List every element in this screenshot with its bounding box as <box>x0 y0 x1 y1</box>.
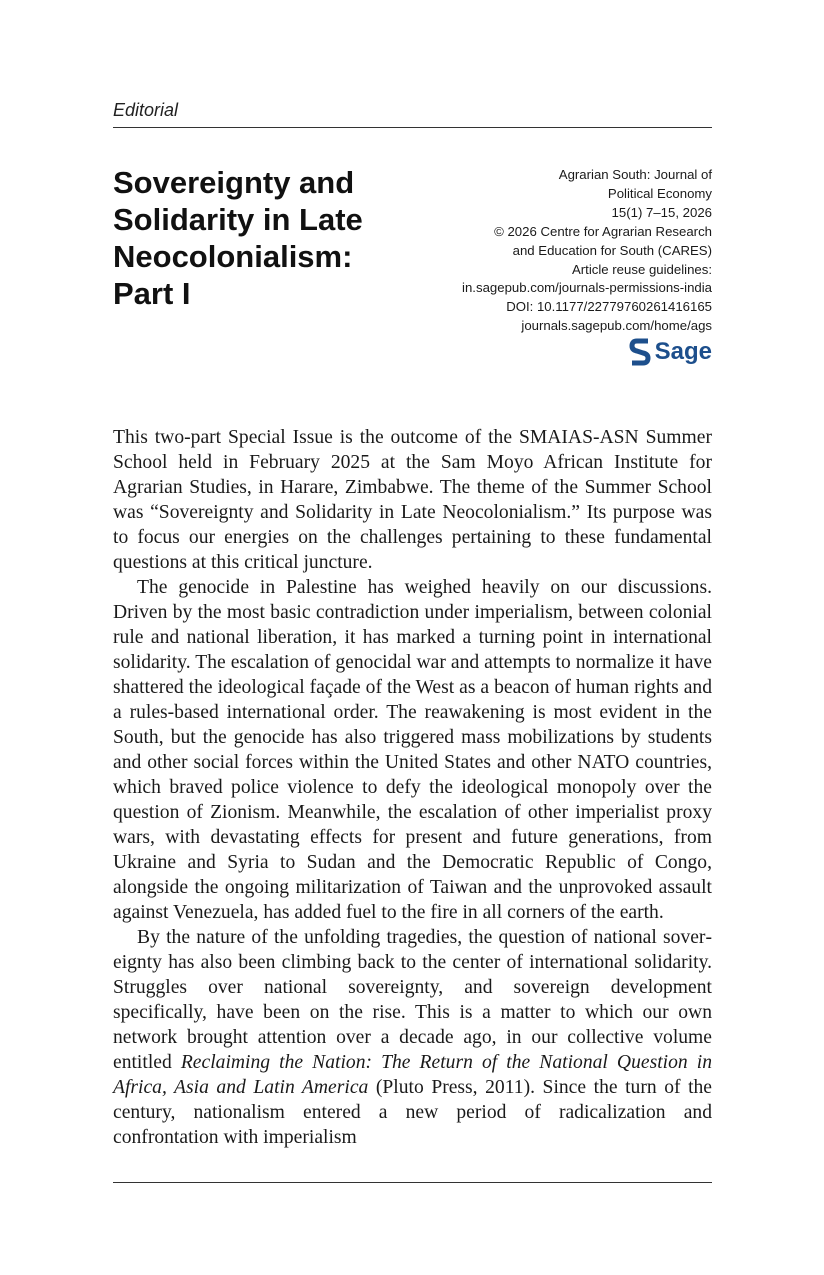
sage-logo <box>629 336 712 368</box>
article-title <box>113 164 433 312</box>
paragraph: The genocide in Palestine has weighed heavily on our discussions. Driven by the most basic contradiction under imperialism, between colonial rule and national liberation, it has marked a turning point in international solidarity. The escalation of genocidal war and attempts to normalize it have shattered the ideological façade of the West as a beacon of human rights and a rules-based international order. The reawakening is most evident in the South, but the genocide has also triggered mass mobilizations by students and other social forces within the United States and other NATO countries, which braved police violence to defy the ideological monopoly over the question of Zionism. Meanwhile, the escalation of other imperialist proxy wars, with devastating effects for present and future generations, from Ukraine and Syria to Sudan and the Democratic Republic of Congo, alongside the ongoing militarization of Taiwan and the unprovoked assault against Venezuela, has added fuel to the fire in all corners of the earth. <box>113 577 712 923</box>
sage-logo-text: Sage <box>654 338 712 365</box>
title-line: Part I <box>113 276 191 311</box>
title-line: Sovereignty and <box>113 165 355 200</box>
copyright-cont: and Education for South (CARES) <box>512 242 712 258</box>
permissions-link[interactable]: in.sagepub.com/journals-permissions-india <box>462 280 712 296</box>
reuse-label: Article reuse guidelines: <box>571 261 712 277</box>
footer-rule <box>113 1182 712 1183</box>
book-title: Reclaiming the Nation: The Return of the National Question in Africa, Asia and Latin America <box>113 1052 712 1098</box>
paragraph-text: By the nature of the unfolding tragedies, the question of national sovereignty has also been climbing back to the center of international solidarity. Struggles over national sovereignty, and sovereign development specifically, have been on the rise. This is a matter to which our own network brought attention over a decade ago, in our collective volume entitled <box>113 927 712 1073</box>
journal-name-cont: Political Economy <box>607 185 712 201</box>
sage-s-icon <box>629 337 651 367</box>
header-rule <box>113 127 712 128</box>
volume-issue-pages: 15(1) 7–15, 2026 <box>611 204 712 220</box>
journal-homepage-link[interactable]: journals.sagepub.com/home/ags <box>521 318 712 334</box>
title-line: Solidarity in Late <box>113 202 363 237</box>
section-label: Editorial <box>113 100 179 120</box>
doi[interactable]: DOI: 10.1177/22779760261416165 <box>506 299 712 315</box>
paragraph <box>113 925 712 1150</box>
paragraph: This two-part Special Issue is the outcome of the SMAIAS-ASN Summer School held in February 2025 at the Sam Moyo African Institute for Agrarian Studies, in Harare, Zimbabwe. The theme of the Summer School was “Sovereignty and Solidarity in Late Neocolonialism.” Its purpose was to focus our energies on the challenges pertaining to these fundamental questions at this critical juncture. <box>113 427 712 573</box>
journal-metadata <box>412 166 712 336</box>
article-body <box>113 425 712 1150</box>
journal-name: Agrarian South: Journal of <box>558 167 712 182</box>
paragraph-text: (Pluto Press, 2011). Since the turn of the century, nationalism entered a new period of radicalization and confrontation with imperialism <box>113 1077 713 1148</box>
copyright: © 2026 Centre for Agrarian Research <box>494 223 712 239</box>
title-line: Neocolonialism: <box>113 239 353 274</box>
